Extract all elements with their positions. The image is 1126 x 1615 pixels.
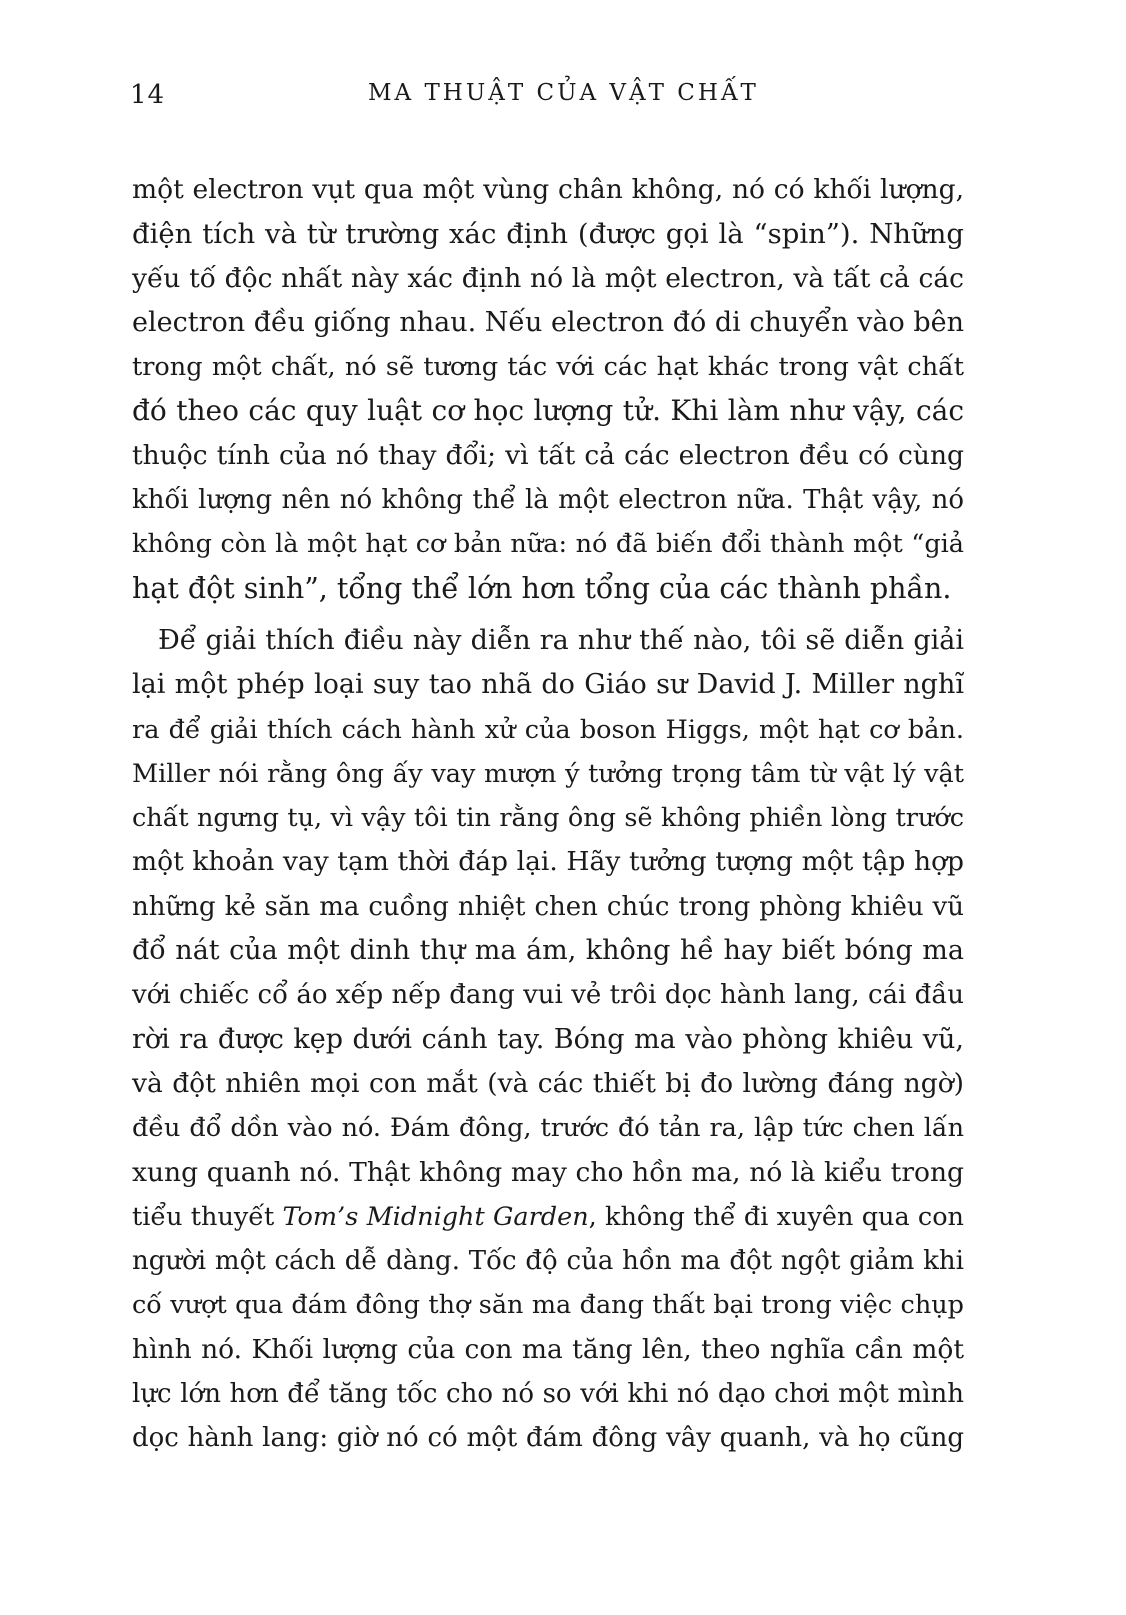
paragraph-1 xyxy=(132,168,964,611)
text-line: một khoản vay tạm thời đáp lại. Hãy tưởng tượng một tập hợp xyxy=(132,846,964,878)
text-line: rời ra được kẹp dưới cánh tay. Bóng ma vào phòng khiêu vũ, xyxy=(132,1023,964,1055)
text-line: cố vượt qua đám đông thợ săn ma đang thất bại trong việc chụp xyxy=(132,1290,964,1321)
text-line: đều đổ dồn vào nó. Đám đông, trước đó tản ra, lập tức chen lấn xyxy=(132,1113,964,1144)
text-line: dọc hành lang: giờ nó có một đám đông vây quanh, và họ cũng xyxy=(132,1423,964,1454)
text-line: electron đều giống nhau. Nếu electron đó di chuyển vào bên xyxy=(132,306,964,338)
text-line: những kẻ săn ma cuồng nhiệt chen chúc trong phòng khiêu vũ xyxy=(132,891,964,922)
text-line: hạt đột sinh”, tổng thể lớn hơn tổng của các thành phần. xyxy=(132,571,952,605)
text-line-with-title xyxy=(132,1195,964,1239)
text-line: chất ngưng tụ, vì vậy tôi tin rằng ông sẽ không phiền lòng trước xyxy=(132,803,964,834)
text-line: lực lớn hơn để tăng tốc cho nó so với khi nó dạo chơi một mình xyxy=(132,1379,964,1410)
text-line: người một cách dễ dàng. Tốc độ của hồn ma đột ngột giảm khi xyxy=(132,1246,964,1277)
book-title: Tom’s Midnight Garden xyxy=(282,1201,589,1232)
text-line: Để giải thích điều này diễn ra như thế nào, tôi sẽ diễn giải xyxy=(158,624,964,656)
text-line: ra để giải thích cách hành xử của boson Higgs, một hạt cơ bản. xyxy=(132,714,964,745)
text-line: thuộc tính của nó thay đổi; vì tất cả các electron đều có cùng xyxy=(132,439,964,471)
body-text xyxy=(132,168,964,1461)
text-segment: , không thể đi xuyên qua con xyxy=(588,1201,964,1232)
text-line: Miller nói rằng ông ấy vay mượn ý tưởng trọng tâm từ vật lý vật xyxy=(132,758,964,789)
text-line: hình nó. Khối lượng của con ma tăng lên, theo nghĩa cần một xyxy=(132,1333,964,1365)
text-segment: tiểu thuyết xyxy=(132,1201,283,1232)
text-line: đó theo các quy luật cơ học lượng tử. Khi làm như vậy, các xyxy=(132,394,964,428)
text-line: trong một chất, nó sẽ tương tác với các hạt khác trong vật chất xyxy=(132,352,964,383)
running-title: MA THUẬT CỦA VẬT CHẤT xyxy=(368,80,759,106)
text-line: và đột nhiên mọi con mắt (và các thiết bị đo lường đáng ngờ) xyxy=(132,1067,964,1099)
paragraph-2 xyxy=(132,619,964,1461)
text-line: điện tích và từ trường xác định (được gọi là “spin”). Những xyxy=(132,218,964,251)
text-line: đổ nát của một dinh thự ma ám, không hề hay biết bóng ma xyxy=(132,935,964,967)
text-line: một electron vụt qua một vùng chân không, nó có khối lượng, xyxy=(132,174,964,205)
text-line: không còn là một hạt cơ bản nữa: nó đã biến đổi thành một “giả xyxy=(132,529,964,560)
text-line: xung quanh nó. Thật không may cho hồn ma, nó là kiểu trong xyxy=(132,1156,964,1188)
text-line: yếu tố độc nhất này xác định nó là một electron, và tất cả các xyxy=(132,262,964,294)
text-line: lại một phép loại suy tao nhã do Giáo sư David J. Miller nghĩ xyxy=(132,669,964,701)
text-line: với chiếc cổ áo xếp nếp đang vui vẻ trôi dọc hành lang, cái đầu xyxy=(132,980,964,1011)
text-line: khối lượng nên nó không thể là một electron nữa. Thật vậy, nó xyxy=(132,485,964,516)
page-number: 14 xyxy=(130,80,166,110)
